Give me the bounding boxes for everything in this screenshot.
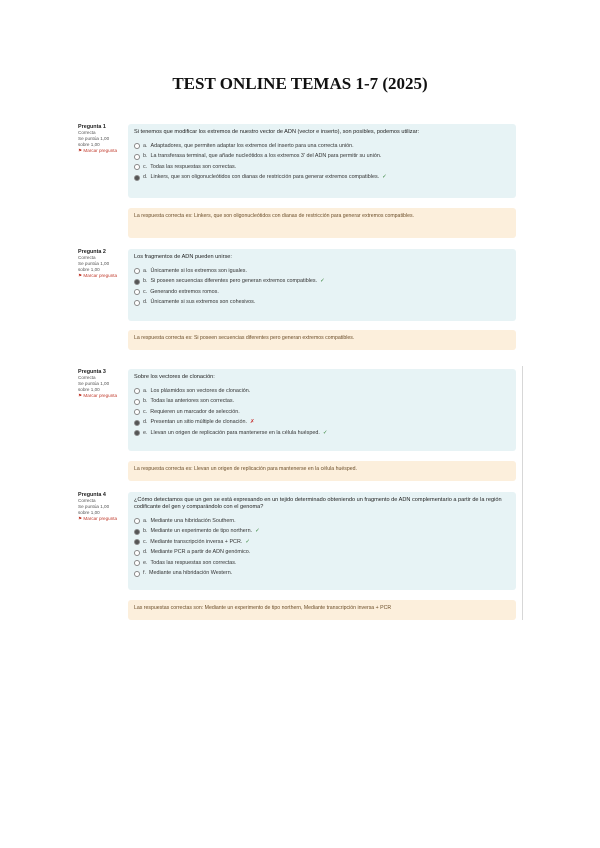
option-letter: d. — [143, 299, 148, 306]
flag-label: Marcar pregunta — [83, 148, 118, 153]
question-info — [78, 492, 120, 522]
option-letter: a. — [143, 517, 148, 524]
option-text: Si poseen secuencias diferentes pero generan extremos compatibles. — [150, 278, 318, 285]
option-letter: f. — [143, 570, 146, 577]
question-number: Pregunta 3 — [78, 369, 106, 375]
option-text: Únicamente si los extremos son iguales. — [150, 267, 247, 274]
option-text: Todas las respuestas son correctas. — [150, 559, 237, 566]
option-letter: b. — [143, 398, 148, 405]
option-text: Los plásmidos son vectores de clonación. — [150, 387, 251, 394]
flag-icon: ⚑ — [78, 148, 83, 153]
option-text: Todas las respuestas son correctas. — [150, 163, 237, 170]
flag-question-link[interactable] — [78, 516, 120, 522]
answer-option[interactable] — [134, 537, 510, 548]
option-text: Adaptadores, que permiten adaptar los extremos del inserto para una correcta unión. — [150, 142, 354, 149]
question-status: Correcta — [78, 498, 96, 503]
radio-button[interactable] — [134, 279, 140, 285]
flag-icon: ⚑ — [78, 273, 83, 278]
answer-option[interactable] — [134, 162, 510, 173]
answer-option[interactable] — [134, 548, 510, 559]
option-text: Generando extremos romos. — [150, 288, 219, 295]
check-icon: ✓ — [255, 528, 260, 535]
option-letter: a. — [143, 142, 148, 149]
question-status: Correcta — [78, 255, 96, 260]
option-letter: c. — [143, 288, 148, 295]
radio-button[interactable] — [134, 430, 140, 436]
question-box — [128, 369, 516, 451]
question-text: Si tenemos que modificar los extremos de nuestro vector de ADN (vector e inserto), son posibles, podemos utilizar: — [134, 129, 420, 135]
option-text: Todas las anteriores son correctas. — [150, 398, 235, 405]
question-info — [78, 369, 120, 399]
flag-question-link[interactable] — [78, 273, 120, 279]
radio-button[interactable] — [134, 399, 140, 405]
question-text: Sobre los vectores de clonación: — [134, 374, 215, 380]
option-text: Presentan un sitio múltiple de clonación. — [150, 419, 247, 426]
flag-label: Marcar pregunta — [83, 393, 118, 398]
option-text: Llevan un origen de replicación para mantenerse en la célula huésped. — [150, 429, 320, 436]
option-letter: b. — [143, 153, 148, 160]
flag-label: Marcar pregunta — [83, 516, 118, 521]
page-title: TEST ONLINE TEMAS 1-7 (2025) — [172, 74, 428, 93]
option-text: Mediante una hibridación Southern. — [150, 517, 236, 524]
question-number: Pregunta 4 — [78, 492, 106, 498]
check-icon: ✓ — [320, 278, 325, 285]
radio-button[interactable] — [134, 529, 140, 535]
option-text: Mediante una hibridación Western. — [149, 570, 233, 577]
option-text: Mediante transcripción inversa + PCR. — [150, 538, 243, 545]
flag-label: Marcar pregunta — [83, 273, 118, 278]
answer-option[interactable] — [134, 397, 510, 408]
answer-option[interactable] — [134, 141, 510, 152]
answer-option[interactable] — [134, 386, 510, 397]
option-letter: c. — [143, 538, 148, 545]
option-text: Únicamente si sus extremos son cohesivos. — [150, 299, 256, 306]
flag-icon: ⚑ — [78, 516, 83, 521]
radio-button[interactable] — [134, 289, 140, 295]
question-status: Correcta — [78, 375, 96, 380]
option-letter: d. — [143, 419, 148, 426]
radio-button[interactable] — [134, 300, 140, 306]
option-letter: a. — [143, 387, 148, 394]
question-content — [128, 124, 516, 238]
question-number: Pregunta 2 — [78, 249, 106, 255]
question-box — [128, 249, 516, 321]
option-letter: e. — [143, 559, 148, 566]
question-content — [128, 249, 516, 350]
question-number: Pregunta 1 — [78, 124, 106, 130]
answer-option[interactable] — [134, 407, 510, 418]
option-letter: d. — [143, 174, 148, 181]
option-letter: b. — [143, 528, 148, 535]
radio-button[interactable] — [134, 571, 140, 577]
answer-option[interactable] — [134, 527, 510, 538]
option-text: Requieren un marcador de selección. — [150, 408, 240, 415]
question-score: Se puntúa 1,00 sobre 1,00 — [78, 261, 110, 272]
radio-button[interactable] — [134, 154, 140, 160]
answer-option[interactable] — [134, 418, 510, 429]
answer-option[interactable] — [134, 428, 510, 439]
option-letter: c. — [143, 163, 148, 170]
check-icon: ✓ — [382, 174, 387, 181]
flag-icon: ⚑ — [78, 393, 83, 398]
answer-option[interactable] — [134, 277, 510, 288]
question-text: ¿Cómo detectamos que un gen se está expresando en un tejido determinado obteniendo un fragmento de ADN complementario a partir de la región codificante del gen y comparándolo con el genoma? — [134, 497, 502, 510]
radio-button[interactable] — [134, 420, 140, 426]
question-info — [78, 249, 120, 279]
feedback-box: La respuesta correcta es: Llevan un origen de replicación para mantenerse en la célula huésped. — [128, 461, 516, 481]
question-text: Los fragmentos de ADN pueden unirse: — [134, 254, 232, 260]
radio-button[interactable] — [134, 409, 140, 415]
flag-question-link[interactable] — [78, 148, 120, 154]
option-text: Mediante PCR a partir de ADN genómico. — [150, 549, 251, 556]
radio-button[interactable] — [134, 143, 140, 149]
option-letter: b. — [143, 278, 148, 285]
option-text: Linkers, que son oligonucleótidos con dianas de restricción para generar extremos compatibles. — [150, 174, 380, 181]
option-letter: a. — [143, 267, 148, 274]
radio-button[interactable] — [134, 550, 140, 556]
radio-button[interactable] — [134, 560, 140, 566]
radio-button[interactable] — [134, 518, 140, 524]
question-score: Se puntúa 1,00 sobre 1,00 — [78, 381, 110, 392]
check-icon: ✓ — [245, 538, 250, 545]
feedback-box: La respuesta correcta es: Si poseen secuencias diferentes pero generan extremos compatibles. — [128, 330, 516, 350]
answer-option[interactable] — [134, 298, 510, 309]
option-text: Mediante un experimento de tipo northern. — [150, 528, 253, 535]
question-info — [78, 124, 120, 154]
feedback-box: Las respuestas correctas son: Mediante un experimento de tipo northern, Mediante transcripción inversa + PCR — [128, 600, 516, 620]
cross-icon: ✗ — [250, 419, 255, 426]
answer-option[interactable] — [134, 266, 510, 277]
option-letter: d. — [143, 549, 148, 556]
answer-option[interactable] — [134, 173, 510, 184]
question-content — [128, 369, 516, 481]
option-letter: e. — [143, 429, 148, 436]
radio-button[interactable] — [134, 539, 140, 545]
option-letter: c. — [143, 408, 148, 415]
radio-button[interactable] — [134, 268, 140, 274]
question-status: Correcta — [78, 130, 96, 135]
flag-question-link[interactable] — [78, 393, 120, 399]
answer-option[interactable] — [134, 558, 510, 569]
answer-option[interactable] — [134, 516, 510, 527]
answer-option[interactable] — [134, 152, 510, 163]
answer-option[interactable] — [134, 287, 510, 298]
radio-button[interactable] — [134, 388, 140, 394]
question-content — [128, 492, 516, 620]
radio-button[interactable] — [134, 164, 140, 170]
check-icon: ✓ — [322, 429, 328, 436]
question-box — [128, 124, 516, 198]
question-score: Se puntúa 1,00 sobre 1,00 — [78, 136, 110, 147]
radio-button[interactable] — [134, 175, 140, 181]
answer-option[interactable] — [134, 569, 510, 580]
scroll-divider — [522, 366, 523, 620]
question-box — [128, 492, 516, 590]
feedback-box: La respuesta correcta es: Linkers, que son oligonucleótidos con dianas de restricción para generar extremos compatibles. — [128, 208, 516, 238]
question-score: Se puntúa 1,00 sobre 1,00 — [78, 504, 110, 515]
option-text: La transferasa terminal, que añade nucleótidos a los extremos 3' del ADN para permitir su unión. — [150, 153, 382, 160]
